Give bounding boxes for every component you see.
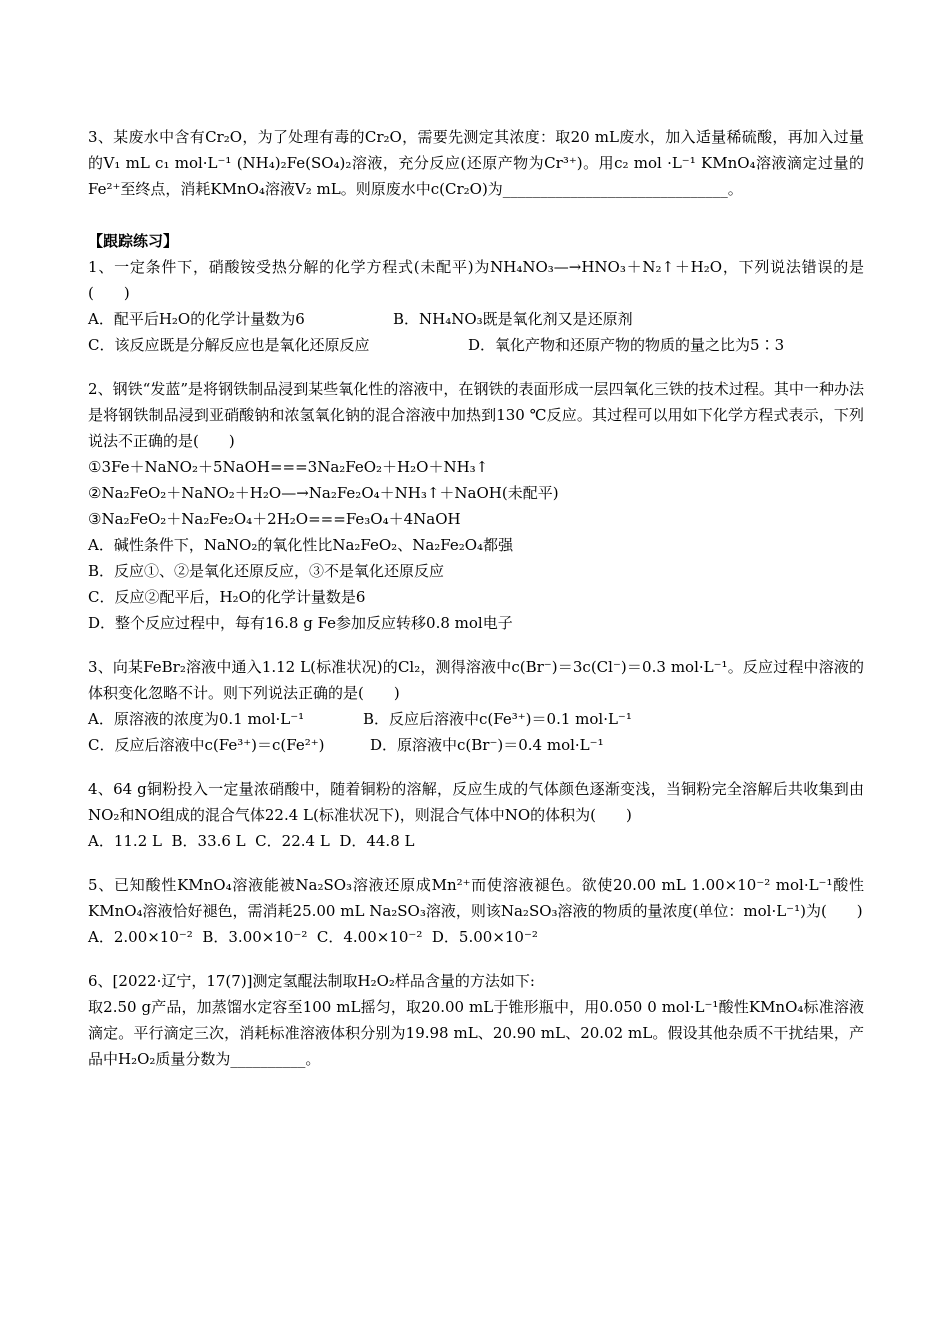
q1-options-row-2 <box>88 332 864 358</box>
q1-options-row-1 <box>88 306 864 332</box>
q2-equation-3: ③Na₂FeO₂＋Na₂Fe₂O₄＋2H₂O===Fe₃O₄＋4NaOH <box>88 510 461 528</box>
q2-option-a: A．碱性条件下，NaNO₂的氧化性比Na₂FeO₂、Na₂Fe₂O₄都强 <box>88 536 514 554</box>
q1-option-d: D．氧化产物和还原产物的物质的量之比为5∶3 <box>468 336 785 354</box>
q4-options: A．11.2 L B．33.6 L C．22.4 L D．44.8 L <box>88 832 415 850</box>
section-title: 【跟踪练习】 <box>88 232 179 250</box>
q4-stem: 4、64 g铜粉投入一定量浓硝酸中，随着铜粉的溶解，反应生成的气体颜色逐渐变浅，当铜粉完全溶解后共收集到由NO₂和NO组成的混合气体22.4 L(标准状况下)，则混合气体中NO的体积为( ) <box>88 780 864 824</box>
q3-stem: 3、向某FeBr₂溶液中通入1.12 L(标准状况)的Cl₂，测得溶液中c(Br⁻)＝3c(Cl⁻)＝0.3 mol·L⁻¹。反应过程中溶液的体积变化忽略不计。则下列说法正确的是( ) <box>88 658 864 702</box>
q6-stem: 6、[2022·辽宁，17(7)]测定氢醌法制取H₂O₂样品含量的方法如下: <box>88 972 535 990</box>
q5-options: A．2.00×10⁻² B．3.00×10⁻² C．4.00×10⁻² D．5.00×10⁻² <box>88 928 538 946</box>
q3-option-c: C．反应后溶液中c(Fe³⁺)＝c(Fe²⁺) <box>88 736 325 754</box>
q3-option-a: A．原溶液的浓度为0.1 mol·L⁻¹ <box>88 710 305 728</box>
q1-stem: 1、一定条件下，硝酸铵受热分解的化学方程式(未配平)为NH₄NO₃—→HNO₃＋N₂↑＋H₂O，下列说法错误的是( ) <box>88 258 864 302</box>
q2-option-b: B．反应①、②是氧化还原反应，③不是氧化还原反应 <box>88 562 445 580</box>
q2-equation-2: ②Na₂FeO₂＋NaNO₂＋H₂O—→Na₂Fe₂O₄＋NH₃↑＋NaOH(未配平) <box>88 484 559 502</box>
intro-question-3: 3、某废水中含有Cr₂O，为了处理有毒的Cr₂O，需要先测定其浓度：取20 mL废水，加入适量稀硫酸，再加入过量的V₁ mL c₁ mol·L⁻¹ (NH₄)₂Fe(SO₄)₂溶液，充分反应(还原产物为Cr³⁺)。用c₂ mol ·L⁻¹ KMnO₄溶液滴定过量的Fe²⁺至终点，消耗KMnO₄溶液V₂ mL。则原废水中c(Cr₂O)为______________________________。 <box>88 128 864 198</box>
q2-stem: 2、钢铁“发蓝”是将钢铁制品浸到某些氧化性的溶液中，在钢铁的表面形成一层四氧化三铁的技术过程。其中一种办法是将钢铁制品浸到亚硝酸钠和浓氢氧化钠的混合溶液中加热到130 ℃反应。其过程可以用如下化学方程式表示，下列说法不正确的是( ) <box>88 380 864 450</box>
q1-option-c: C．该反应既是分解反应也是氧化还原反应 <box>88 336 370 354</box>
q3-options-row-2 <box>88 732 864 758</box>
q1-option-b: B．NH₄NO₃既是氧化剂又是还原剂 <box>393 310 633 328</box>
q5-stem: 5、已知酸性KMnO₄溶液能被Na₂SO₃溶液还原成Mn²⁺而使溶液褪色。欲使20.00 mL 1.00×10⁻² mol·L⁻¹酸性KMnO₄溶液恰好褪色，需消耗25.00 mL Na₂SO₃溶液，则该Na₂SO₃溶液的物质的量浓度(单位：mol·L⁻¹)为( ) <box>88 876 864 920</box>
q3-options-row-1 <box>88 706 864 732</box>
q2-option-c: C．反应②配平后，H₂O的化学计量数是6 <box>88 588 366 606</box>
q3-option-d: D．原溶液中c(Br⁻)＝0.4 mol·L⁻¹ <box>370 736 604 754</box>
q3-option-b: B．反应后溶液中c(Fe³⁺)＝0.1 mol·L⁻¹ <box>363 710 632 728</box>
q1-option-a: A．配平后H₂O的化学计量数为6 <box>88 310 305 328</box>
q2-equation-1: ①3Fe＋NaNO₂＋5NaOH===3Na₂FeO₂＋H₂O＋NH₃↑ <box>88 458 489 476</box>
worksheet-page <box>88 124 864 1072</box>
q6-body: 取2.50 g产品，加蒸馏水定容至100 mL摇匀，取20.00 mL于锥形瓶中，用0.050 0 mol·L⁻¹酸性KMnO₄标准溶液滴定。平行滴定三次，消耗标准溶液体积分别为19.98 mL、20.90 mL、20.02 mL。假设其他杂质不干扰结果，产品中H₂O₂质量分数为__________。 <box>88 998 864 1068</box>
q2-option-d: D．整个反应过程中，每有16.8 g Fe参加反应转移0.8 mol电子 <box>88 614 513 632</box>
